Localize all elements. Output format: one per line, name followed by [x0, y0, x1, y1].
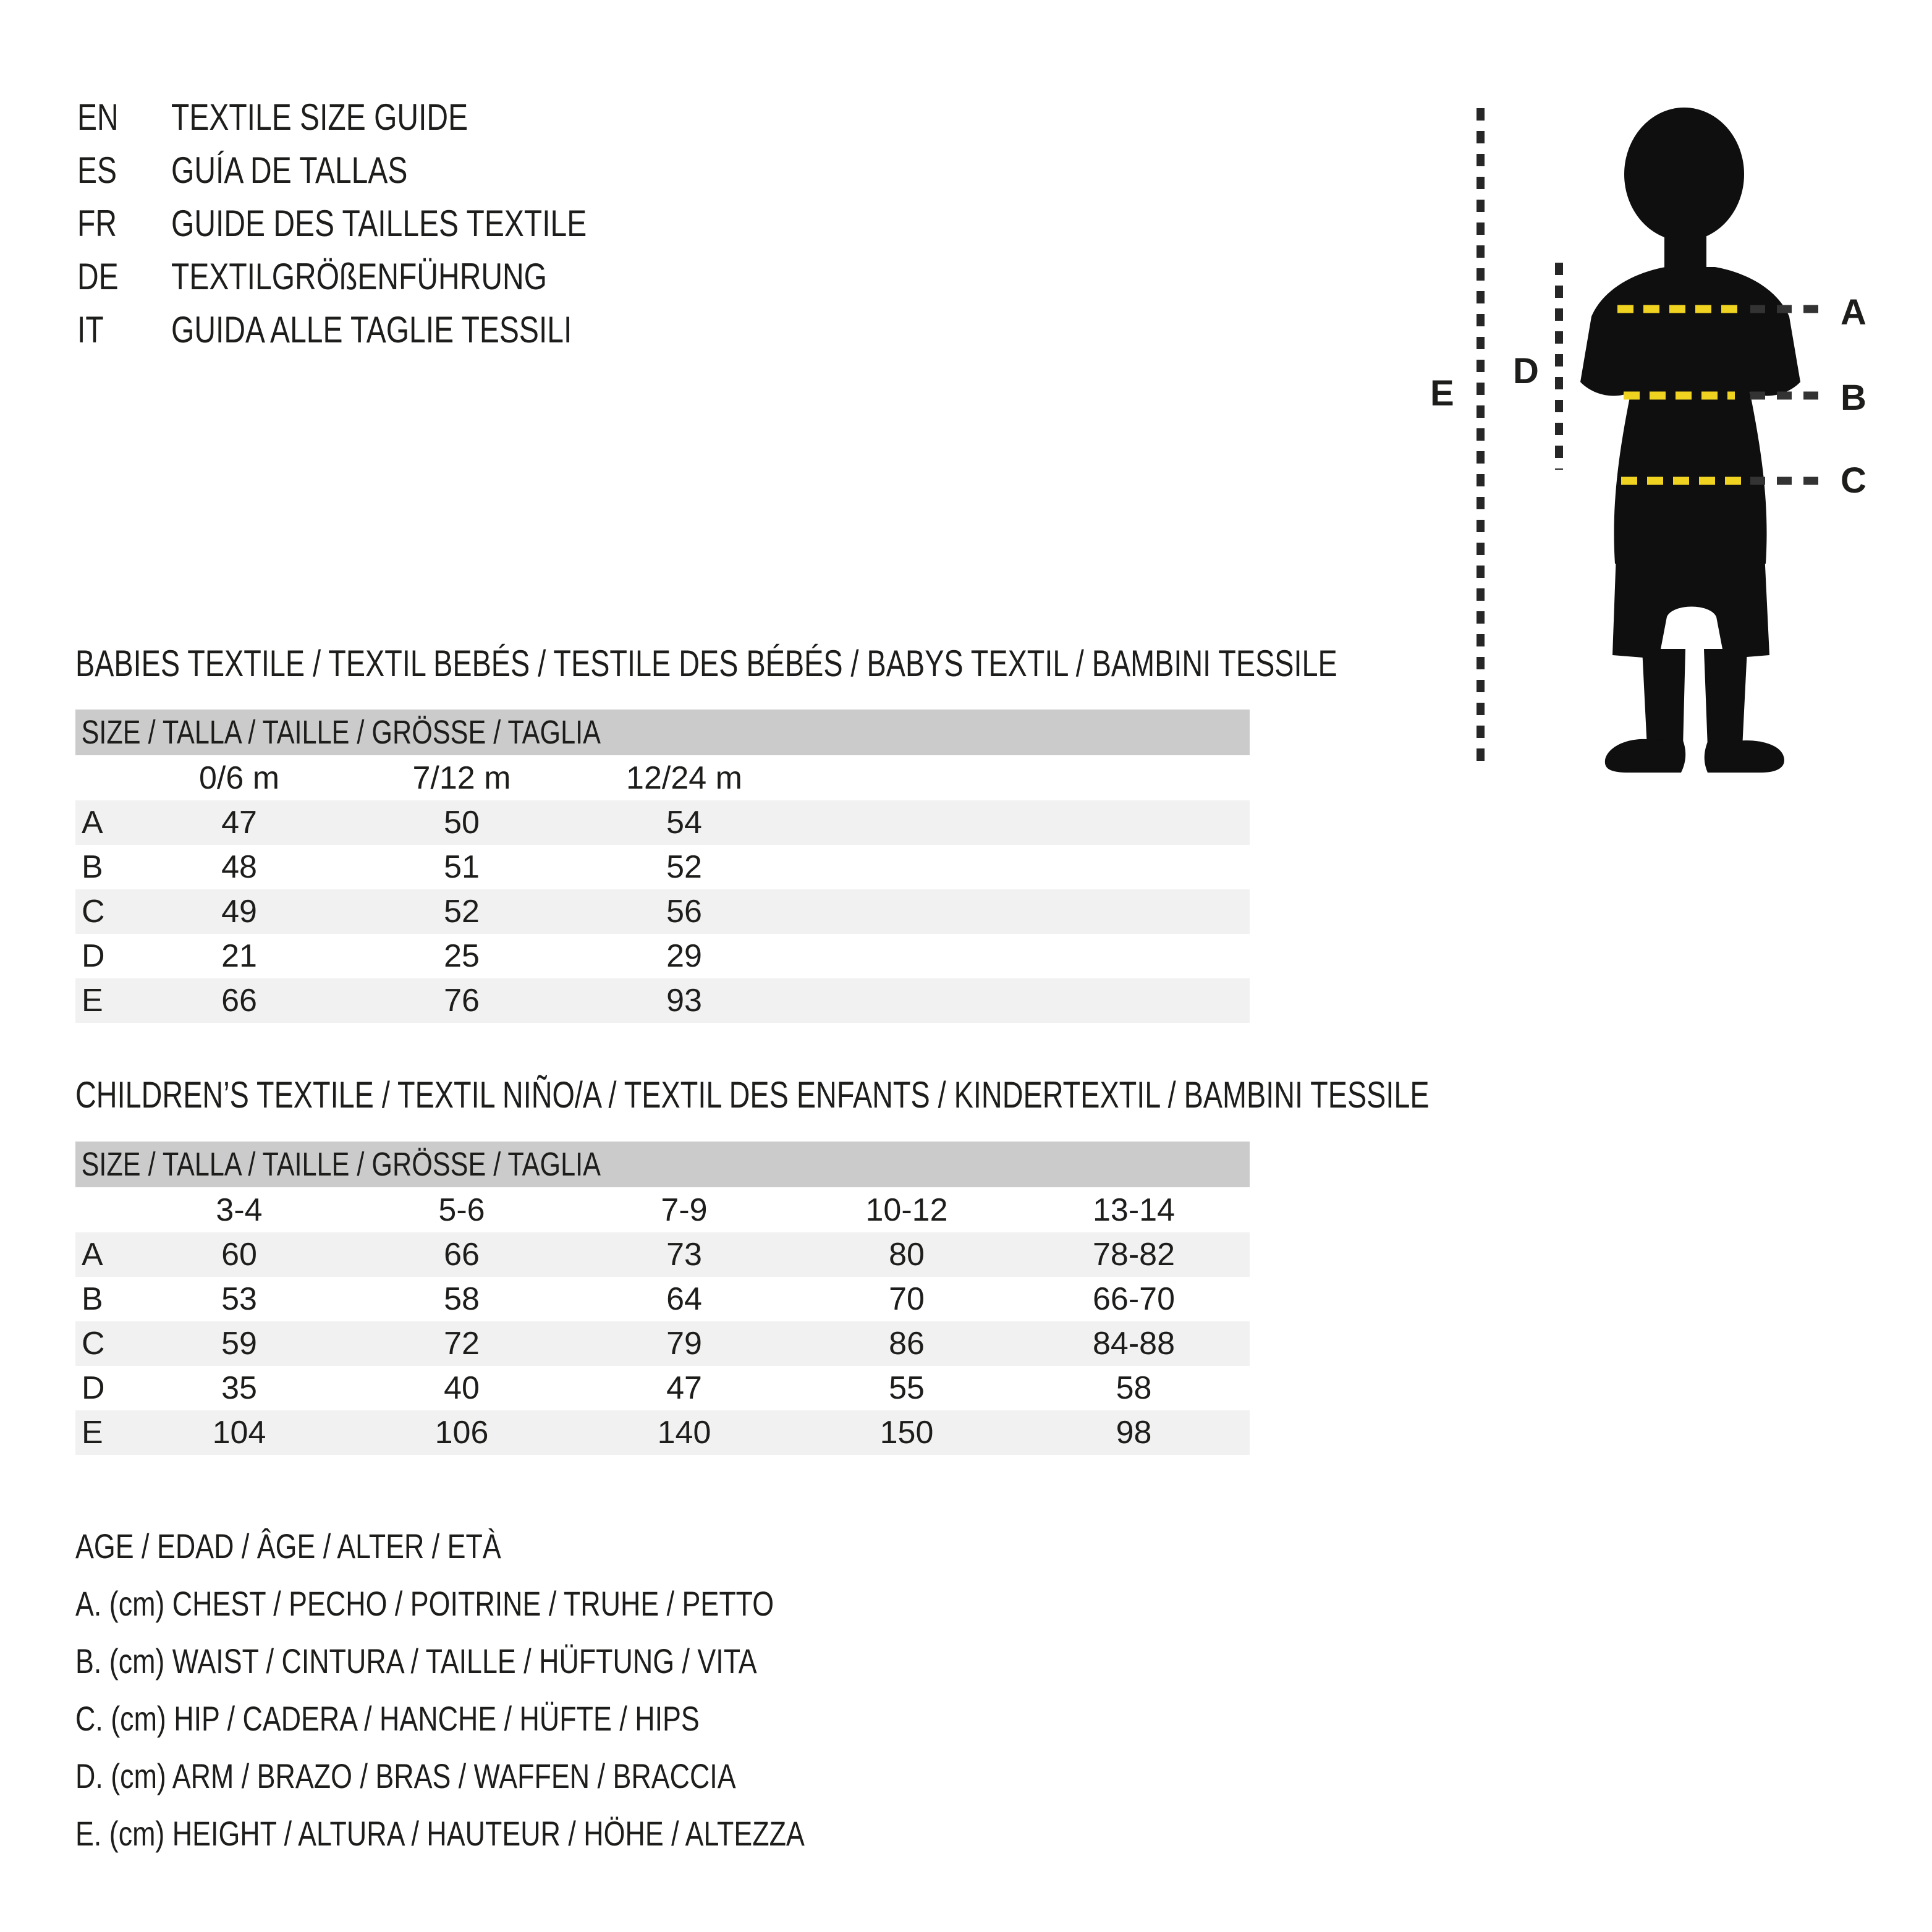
children-size-table — [75, 1187, 1250, 1455]
size-cell-empty — [1018, 845, 1250, 889]
legend-line-waist: B. (cm) WAIST / CINTURA / TAILLE / HÜFTUNG / VITA — [75, 1642, 757, 1680]
size-cell: 25 — [444, 938, 480, 974]
size-cell: 104 — [212, 1415, 266, 1451]
language-code: FR — [77, 202, 117, 244]
legend-line-hip: C. (cm) HIP / CADERA / HANCHE / HÜFTE / HIPS — [75, 1699, 700, 1738]
row-label: E — [82, 1415, 103, 1451]
language-row-fr — [77, 197, 587, 250]
language-row-en — [77, 90, 587, 143]
silhouette-left-leg — [1642, 649, 1685, 748]
size-cell: 48 — [221, 849, 257, 885]
size-cell: 54 — [666, 805, 702, 841]
corner-cell — [75, 755, 128, 800]
language-label: TEXTILE SIZE GUIDE — [171, 96, 468, 138]
legend-line-arm: D. (cm) ARM / BRAZO / BRAS / WAFFEN / BRACCIA — [75, 1756, 736, 1795]
row-label: A — [82, 805, 103, 841]
size-cell: 64 — [666, 1281, 702, 1317]
children-section-title: CHILDREN’S TEXTILE / TEXTIL NIÑO/A / TEXTIL DES ENFANTS / KINDERTEXTIL / BAMBINI TESSILE — [75, 1074, 1430, 1116]
column-header: 0/6 m — [128, 755, 350, 800]
language-label: TEXTILGRÖßENFÜHRUNG — [171, 255, 548, 297]
size-cell: 60 — [221, 1237, 257, 1273]
size-cell: 55 — [889, 1370, 925, 1406]
column-header-empty — [795, 755, 1018, 800]
figure-label-D: D — [1513, 351, 1539, 391]
language-row-it — [77, 303, 587, 356]
size-cell: 52 — [444, 894, 480, 930]
size-cell: 59 — [221, 1326, 257, 1362]
children-size-header-text: SIZE / TALLA / TAILLE / GRÖSSE / TAGLIA — [81, 1146, 601, 1183]
size-cell: 73 — [666, 1237, 702, 1273]
size-cell: 29 — [666, 938, 702, 974]
table-row-B — [75, 1277, 1250, 1321]
size-cell: 53 — [221, 1281, 257, 1317]
size-cell: 50 — [444, 805, 480, 841]
children-size-header-bar — [75, 1142, 1250, 1187]
size-cell: 40 — [444, 1370, 480, 1406]
legend-line-age: AGE / EDAD / ÂGE / ALTER / ETÀ — [75, 1527, 501, 1566]
babies-size-header-bar — [75, 710, 1250, 755]
corner-cell — [75, 1187, 128, 1232]
babies-size-table — [75, 755, 1250, 1023]
size-cell: 47 — [221, 805, 257, 841]
figure-label-E: E — [1430, 373, 1454, 413]
row-label: B — [82, 1281, 103, 1317]
row-label: C — [82, 1326, 105, 1362]
size-cell: 21 — [221, 938, 257, 974]
size-cell: 93 — [666, 983, 702, 1019]
silhouette-right-leg — [1704, 649, 1747, 748]
babies-section-title: BABIES TEXTILE / TEXTIL BEBÉS / TESTILE DES BÉBÉS / BABYS TEXTIL / BAMBINI TESSILE — [75, 643, 1337, 684]
figure-label-C: C — [1841, 460, 1866, 501]
table-row-D — [75, 1366, 1250, 1410]
language-list — [77, 90, 714, 356]
row-label: E — [82, 983, 103, 1019]
size-cell-empty — [1018, 934, 1250, 978]
size-cell-empty — [1018, 800, 1250, 845]
babies-column-header-row — [75, 755, 1250, 800]
measurement-legend — [75, 1517, 987, 1862]
column-header: 3-4 — [128, 1187, 350, 1232]
size-cell: 78-82 — [1093, 1237, 1175, 1273]
column-header-empty — [1018, 755, 1250, 800]
table-row-C — [75, 1321, 1250, 1366]
column-header: 13-14 — [1018, 1187, 1250, 1232]
size-cell: 106 — [434, 1415, 489, 1451]
language-code: DE — [77, 255, 119, 297]
size-cell: 49 — [221, 894, 257, 930]
size-cell: 58 — [1116, 1370, 1152, 1406]
row-label: D — [82, 938, 105, 974]
language-label: GUIDE DES TAILLES TEXTILE — [171, 202, 587, 244]
column-header: 7-9 — [573, 1187, 795, 1232]
size-cell: 70 — [889, 1281, 925, 1317]
size-cell: 58 — [444, 1281, 480, 1317]
silhouette-shirt — [1580, 267, 1800, 564]
row-label: B — [82, 849, 103, 885]
language-row-de — [77, 250, 587, 303]
size-cell: 72 — [444, 1326, 480, 1362]
size-cell: 56 — [666, 894, 702, 930]
legend-line-chest: A. (cm) CHEST / PECHO / POITRINE / TRUHE / PETTO — [75, 1584, 774, 1623]
table-row-B — [75, 845, 1250, 889]
size-cell: 76 — [444, 983, 480, 1019]
language-label: GUIDA ALLE TAGLIE TESSILI — [171, 308, 572, 350]
silhouette-neck — [1664, 226, 1706, 272]
size-cell: 84-88 — [1093, 1326, 1175, 1362]
column-header: 12/24 m — [573, 755, 795, 800]
row-label: A — [82, 1237, 103, 1273]
legend-line-height: E. (cm) HEIGHT / ALTURA / HAUTEUR / HÖHE / ALTEZZA — [75, 1814, 805, 1853]
silhouette-head — [1624, 108, 1744, 241]
figure-label-B: B — [1841, 378, 1866, 418]
table-row-A — [75, 800, 1250, 845]
size-cell: 79 — [666, 1326, 702, 1362]
size-cell: 98 — [1116, 1415, 1152, 1451]
language-code: ES — [77, 149, 117, 191]
table-row-E — [75, 978, 1250, 1023]
size-cell-empty — [795, 845, 1018, 889]
size-cell-empty — [795, 889, 1018, 934]
language-label: GUÍA DE TALLAS — [171, 149, 408, 191]
language-code: EN — [77, 96, 119, 138]
row-label: C — [82, 894, 105, 930]
size-cell-empty — [795, 800, 1018, 845]
language-code: IT — [77, 308, 104, 350]
figure-label-A: A — [1841, 292, 1866, 333]
table-row-E — [75, 1410, 1250, 1455]
size-cell: 140 — [657, 1415, 711, 1451]
column-header: 5-6 — [350, 1187, 573, 1232]
size-cell-empty — [1018, 889, 1250, 934]
table-row-C — [75, 889, 1250, 934]
child-silhouette-icon — [1409, 99, 1932, 791]
size-cell-empty — [795, 934, 1018, 978]
size-cell: 35 — [221, 1370, 257, 1406]
table-row-A — [75, 1232, 1250, 1277]
silhouette-right-shoe — [1705, 740, 1784, 773]
column-header: 10-12 — [795, 1187, 1018, 1232]
babies-size-header-text: SIZE / TALLA / TAILLE / GRÖSSE / TAGLIA — [81, 714, 601, 751]
silhouette-left-shoe — [1605, 739, 1685, 773]
size-cell-empty — [1018, 978, 1250, 1023]
size-cell: 66 — [221, 983, 257, 1019]
column-header: 7/12 m — [350, 755, 573, 800]
size-cell: 47 — [666, 1370, 702, 1406]
silhouette-shorts — [1612, 553, 1769, 659]
children-column-header-row — [75, 1187, 1250, 1232]
size-cell: 52 — [666, 849, 702, 885]
size-cell: 86 — [889, 1326, 925, 1362]
table-row-D — [75, 934, 1250, 978]
row-label: D — [82, 1370, 105, 1406]
size-cell: 66 — [444, 1237, 480, 1273]
language-row-es — [77, 143, 587, 197]
size-cell: 51 — [444, 849, 480, 885]
size-cell-empty — [795, 978, 1018, 1023]
size-cell: 80 — [889, 1237, 925, 1273]
size-cell: 150 — [879, 1415, 934, 1451]
size-cell: 66-70 — [1093, 1281, 1175, 1317]
